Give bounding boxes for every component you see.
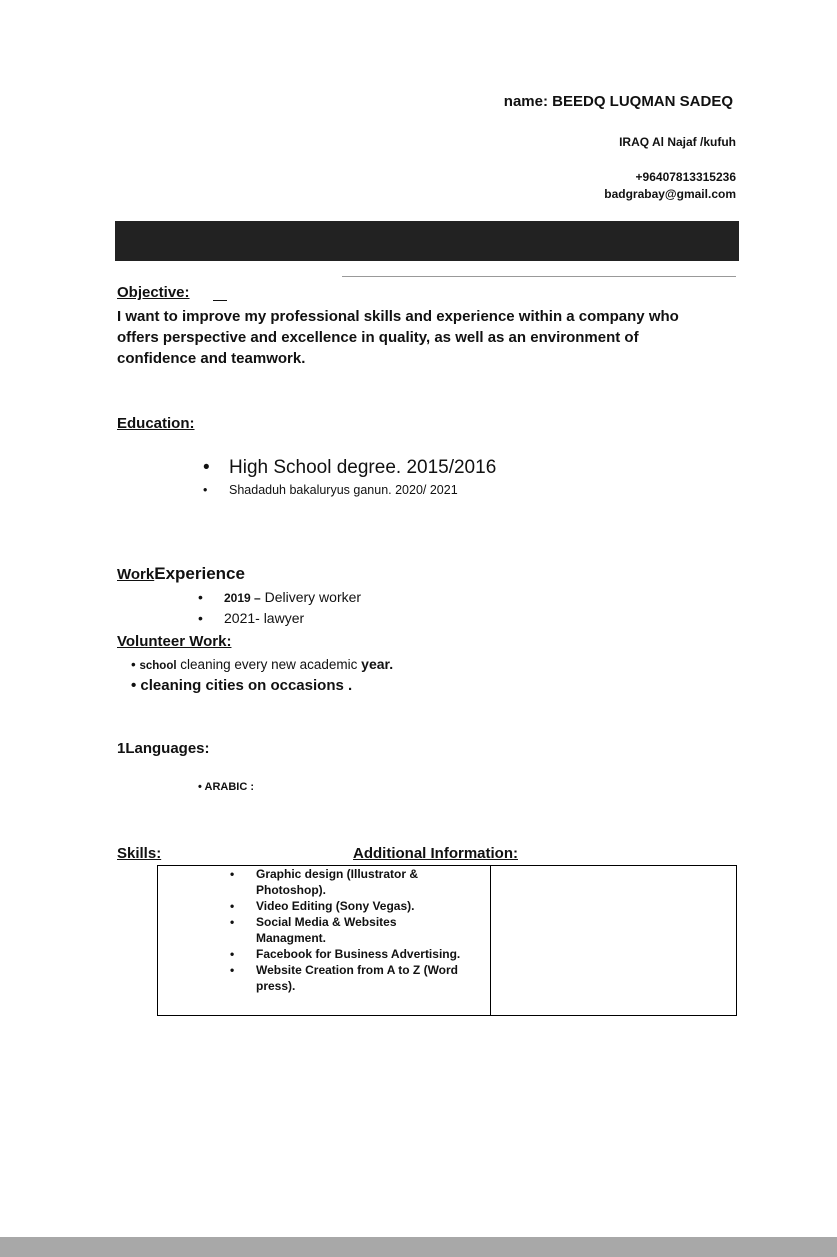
volunteer-item: • cleaning cities on occasions . xyxy=(131,677,353,694)
skill-item: • Facebook for Business Advertising. xyxy=(256,946,490,962)
education-item: • Shadaduh bakaluryus ganun. 2020/ 2021 xyxy=(229,483,458,497)
divider-line xyxy=(342,276,736,277)
objective-underline-mark xyxy=(213,300,227,301)
skills-table xyxy=(157,865,737,1016)
name-line: name: BEEDQ LUQMAN SADEQ xyxy=(503,93,733,110)
skill-item: • Graphic design (Illustrator & Photoshop). xyxy=(256,866,456,898)
work-heading-word: Work xyxy=(117,566,155,583)
work-heading xyxy=(117,564,245,584)
additional-info-cell xyxy=(491,866,737,1016)
skill-item: • Website Creation from A to Z (Word press). xyxy=(256,962,486,994)
volunteer-item-text: cleaning every new academic xyxy=(176,657,362,672)
objective-text: I want to improve my professional skills and experience within a company who offers perspective and excellence in quality, as well as an environment of confidence and teamwork. xyxy=(117,308,679,367)
language-item-text: ARABIC : xyxy=(204,781,254,793)
additional-info-heading: Additional Information: xyxy=(353,845,518,862)
header-banner xyxy=(115,221,739,261)
phone-line: +96407813315236 xyxy=(635,170,736,184)
experience-heading-word: Experience xyxy=(154,564,245,583)
work-item xyxy=(224,589,361,605)
volunteer-item-bold-start: school xyxy=(139,660,177,672)
languages-heading: 1Languages: xyxy=(117,740,210,757)
skill-item: • Social Media & Websites Managment. xyxy=(256,914,446,946)
objective-heading: Objective: xyxy=(117,284,190,301)
language-item: • ARABIC : xyxy=(198,781,254,793)
email-line: badgrabay@gmail.com xyxy=(604,187,736,201)
skill-item: • Video Editing (Sony Vegas). xyxy=(256,898,490,914)
location-line: IRAQ Al Najaf /kufuh xyxy=(619,135,736,149)
work-item: • 2021- lawyer xyxy=(224,610,304,626)
education-heading: Education: xyxy=(117,415,195,432)
education-item: • High School degree. 2015/2016 xyxy=(229,457,496,479)
volunteer-item: • school cleaning every new academic year. xyxy=(131,656,394,672)
volunteer-item-bold-end: year. xyxy=(361,656,394,672)
footer-bar xyxy=(0,1237,837,1257)
skills-heading: Skills: xyxy=(117,845,162,862)
skills-cell xyxy=(158,866,491,1016)
skills-table-row xyxy=(158,866,737,1016)
skills-list xyxy=(158,866,490,994)
work-item-text: Delivery worker xyxy=(260,589,362,605)
volunteer-item-text: cleaning cities on occasions . xyxy=(140,677,353,694)
work-item-year: 2019 – xyxy=(224,591,261,605)
volunteer-heading: Volunteer Work: xyxy=(117,633,232,650)
